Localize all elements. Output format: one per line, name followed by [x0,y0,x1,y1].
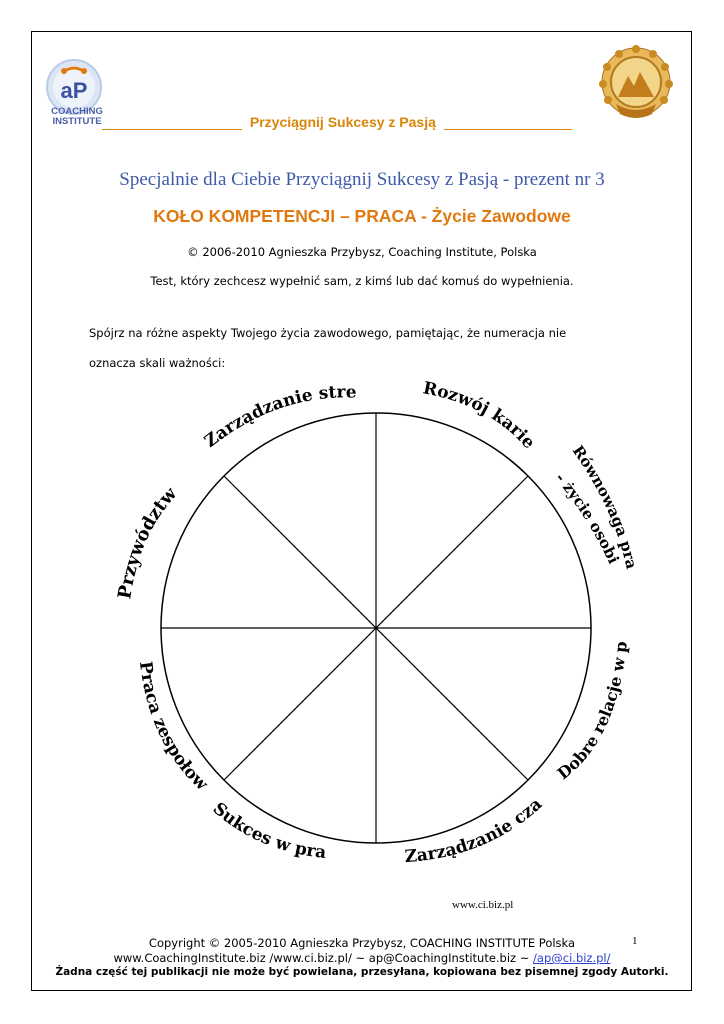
segment-label-teamwork: Praca zespołow [134,660,212,795]
header-tagline: Przyciągnij Sukcesy z Pasją [249,114,436,130]
footer-rights-note: Żadna część tej publikacji nie może być powielana, przesyłana, kopiowana bez pisemnej zgody Autorki. [55,966,669,978]
competence-wheel [0,370,724,910]
intro-line-2: oznacza skali ważności: [89,356,226,370]
segment-label-balance-1: Równowaga pra [568,442,641,571]
underline-right [444,117,572,130]
footer-links [0,951,724,965]
underline-left [102,117,242,130]
segment-label-success: Sukces w pra [208,798,328,863]
header-tagline-line [102,114,604,130]
segment-label-balance-2: - życie osobi [551,469,623,567]
logo-line2: INSTITUTE [52,116,102,127]
segment-label-leadership: Przywództw [114,483,182,601]
segment-label-career: Rozwój karie [421,378,539,453]
footer-links-text: www.CoachingInstitute.biz /www.ci.biz.pl/ ~ ap@CoachingInstitute.biz ~ [113,951,534,965]
intro-line-1: Spójrz na różne aspekty Twojego życia zawodowego, pamiętając, że numeracja nie [89,326,567,340]
segment-label-stress: Zarządzanie stre [200,382,357,452]
document-subtitle: Specjalnie dla Ciebie Przyciągnij Sukcesy z Pasją - prezent nr 3 [119,169,605,190]
intro-paragraph [89,318,649,378]
site-url: www.ci.biz.pl [452,899,514,911]
logo-mark: aP [60,78,88,103]
footer-copyright: Copyright © 2005-2010 Agnieszka Przybysz, COACHING INSTITUTE Polska [148,936,576,950]
segment-label-relations: Dobre relacje w p [553,640,631,784]
copyright-line: © 2006-2010 Agnieszka Przybysz, Coaching Institute, Polska [187,245,537,259]
document-title: KOŁO KOMPETENCJI – PRACA - Życie Zawodowe [153,206,571,226]
test-note: Test, który zechcesz wypełnić sam, z kimś lub dać komuś do wypełnienia. [150,274,574,288]
segment-label-time: Zarządzanie cza [403,794,547,868]
page-number: 1 [632,935,638,947]
gold-medal-icon [596,42,676,128]
footer-email-link[interactable]: /ap@ci.biz.pl/ [533,951,611,965]
logo-line1: COACHING [51,106,103,117]
